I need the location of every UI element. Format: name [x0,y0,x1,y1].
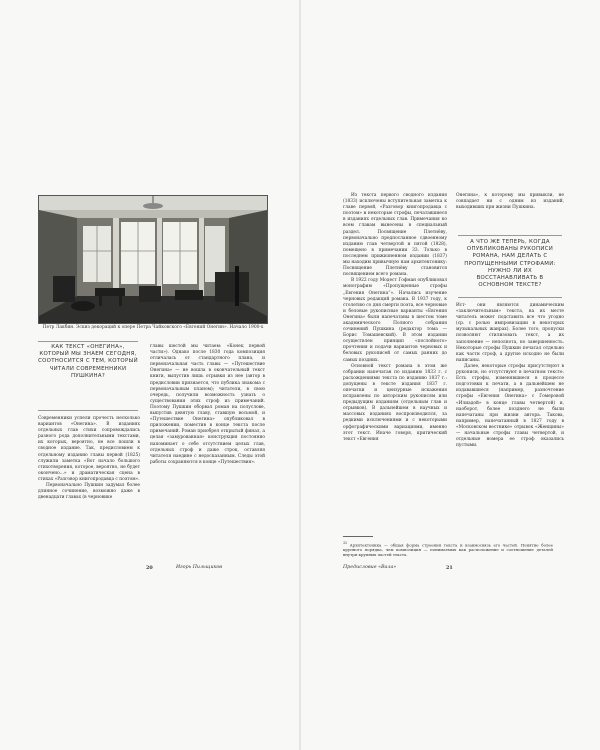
running-head-chapter: Предисловие «Вала» [343,565,397,570]
pull-quote-bottom-rule [38,410,138,411]
footnote-marker: 32 [343,541,348,545]
paragraph: В 1922 году Модест Гофман опубликовал монографию «Пропущенные строфы „Евгения Онегина“». Начались изучение черновых редакций романа. В 1937 году, к столетию со дня смерти поэта, все черновые и беловые рукописные варианты «Евгения Онегина» были напечатаны в шестом томе академического Полного собрания сочинений Пушкина (редактор тома — Борис Томашевский). В этом издании осуществлен принцип «послойного» прочтения и подачи вариантов черновых и беловых рукописей от самых ранних до самых поздних. [343,278,447,363]
pull-quote-left: КАК ТЕКСТ «ОНЕГИНА», КОТОРЫЙ МЫ ЗНАЕМ СЕГОДНЯ, СООТНОСИТСЯ С ТЕМ, КОТОРЫЙ ЧИТАЛИ СОВРЕМЕННИКИ ПУШКИНА? [38,344,138,379]
paragraph: главы шестой мы читаем: «Конец первой части»). Однако после 1830 года композиция отличалась от стандартного плана, и первоначальная часть главы — «Путешествие Онегина» — не вошла в окончательный текст книги, выпустив лишь отрывки из нее (автор в предисловии признается, что публика знакома с первоначальным планом); читатели, в свою очередь, получили возможность узнать о существовании этих строф из примечаний. Поэтому Пушкин оборвал роман на полуслове, выпустив девятую главу, ставшую восьмой, и «Путешествие Онегина» опубликовал в приложении, поместив в конце текста после примечаний. Роман приобрел открытый финал, а целая «замурованная» конструкция постоянно напоминает о себе отсутствием целых глав, отдельных строф и даже строк, оставляя читателя наедине с недосказанным. Следы этой работы сохраняются в конце «Путешествия». [150,344,265,465]
left-page [0,0,299,750]
page-number: 21 [446,565,453,571]
footnote [343,541,553,558]
stage-design-illustration [38,195,268,324]
footnote-rule [343,536,373,537]
left-text-column-1 [38,416,140,501]
pull-quote-bottom-rule [458,297,562,298]
paragraph: Первоначально Пушкин задумал более длинное сочинение, возможно даже в двенадцати главах (в черновике [38,483,140,501]
paragraph: Основной текст романа в этом же собрании напечатан по изданию 1833 г. с расхождениями текста по изданию 1837 г.: допущены в тексте издания 1837 г. опечатки и цензурные искажения исправлены по авторским рукописям или предыдущим изданиям (отдельным глав и отрывков). В дальнейшем в научных и массовых изданиях воспроизводился, за редкими исключениями и с некоторыми орфографическими вариациями, именно этот текст. Иначе говоря, критический текст «Евгения [343,363,447,442]
paragraph: Современники успели прочесть несколько вариантов «Онегина». В изданиях отдельных глав стихи сопровождались разного рода дополнительными текстами, их которых, вероятно, не все пошли в сводное издание. Так, предисловием к отдельному изданию главы первой (1825) служили заметка «Вот начало большого стихотворения, которое, вероятно, не будет окончено...» и драматическая сцена в стихах «Разговор книгопродавца с поэтом». [38,416,140,482]
paragraph: Ист- они являются динамическим «заключительным» текста, на их месте читатель может подставить все что угодно (ср. с ролью импровизации в некоторых музыкальных жанрах). Более того, пропуски позволяют стилизовать текст, а их заполнение — неполнота, но завершенность. Некоторые строфы Пушкин печатал отдельно как части строф, а другие исходно не были написаны. [456,303,564,363]
left-text-column-2 [150,344,265,466]
folio-right [446,565,453,571]
footnote-text: Архитектоника — общая форма строения текста и взаимосвязь его частей. Понятие более крупного порядка, чем композиция — понимаемых как расположение и соотношение деталей внутри крупных частей текста. [343,542,553,558]
paragraph: Онегина», к которому мы привыкли, не совпадает ни с одним из изданий, выходивших при жизни Пушкина. [456,193,564,211]
right-text-column-2 [456,303,564,449]
interior-sketch-image [39,196,267,323]
pull-quote-top-rule [38,341,138,342]
pull-quote-right: А ЧТО ЖЕ ТЕПЕРЬ, КОГДА ОПУБЛИКОВАНЫ РУКОПИСИ РОМАНА, НАМ ДЕЛАТЬ С ПРОПУЩЕННЫМИ СТРОФАМИ: НУЖНО ЛИ ИХ ВОССТАНАВЛИВАТЬ В ОСНОВНОМ ТЕКСТЕ? [464,239,556,289]
illustration-caption: Петр Лакбин. Эскиз декораций к опере Петра Чайковского «Евгений Онегин». Начало 1900-х [42,325,264,330]
right-text-column-2-top [456,193,564,211]
page-number: 20 [146,565,153,571]
folio-left [146,565,153,571]
running-head-author: Игорь Пильщиков [176,565,223,570]
paragraph: Из текста первого сводного издания (1833) исключены вступительная заметка к главе первой, «Разговор книгопродавца с поэтом» и некоторые строфы, печатавшиеся в изданиях отдельных глав. Примечания ко всем главам вынесены в специальный раздел. Посвящение Плетнёву, первоначально предпосланное сдвоенному изданию глав четвертой и пятой (1828), помещено в примечании 33. Только в последнем прижизненном издании (1837) мы находим привычную нам архитектонику: Посвящение Плетнёву становится посвящением всего романа. [343,193,447,278]
paragraph: Далее, некоторые строфы присутствуют в рукописи, но отсутствуют в печатном тексте. Есть строфы, изменявшиеся в процессе подготовки к печати, а в дальнейшем не издававшиеся (например, разночтение строфы «Евгения Онегина» с Гомеровой «Илиадой» в конце главы четвертой) и, наоборот, более позднего не были напечатаны при жизни автора. Такова, например, напечатанный в 1827 году в «Московском вестнике» отрывок «Женщины» — начальные строфы главы четвертой, и отдельные номера ее строф оказались пустыми. [456,363,564,449]
right-text-column-1 [343,193,447,443]
pull-quote-top-rule [458,235,562,236]
